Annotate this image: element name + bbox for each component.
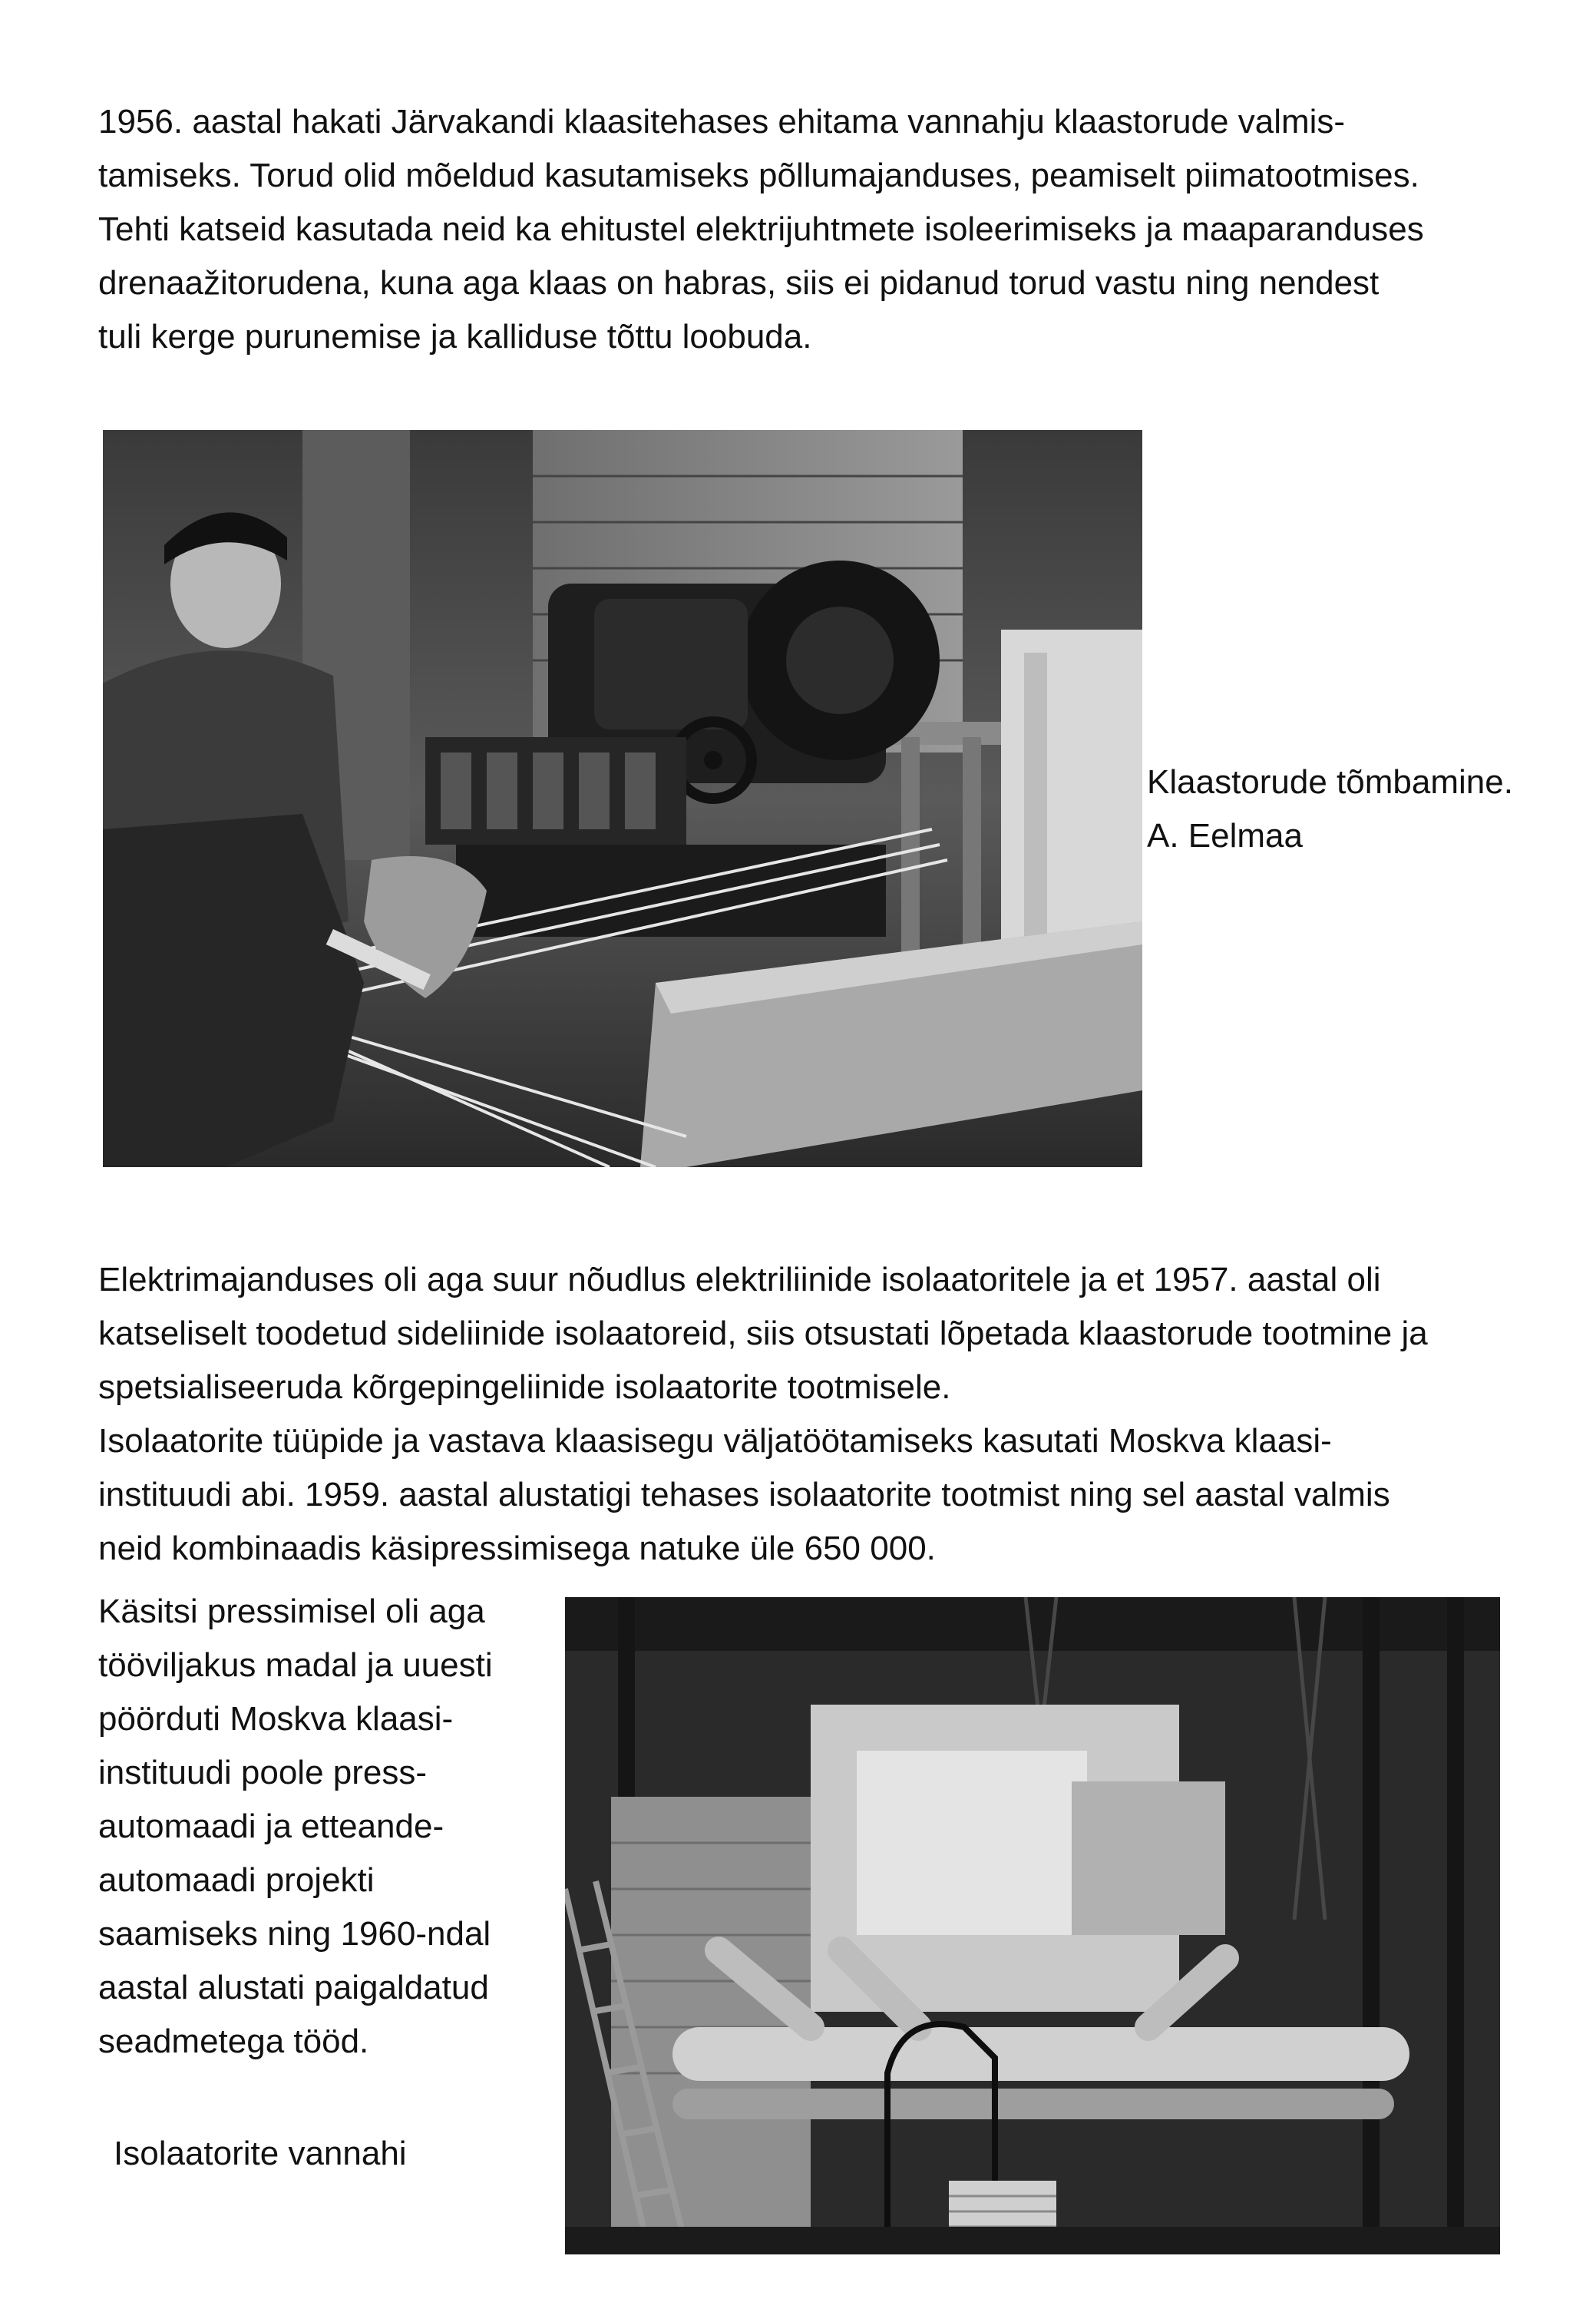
side-line: seadmetega tööd.	[98, 2023, 369, 2060]
photo-tube-drawing-image	[103, 430, 1142, 1167]
side-paragraph	[98, 1585, 493, 2069]
intro-line: 1956. aastal hakati Järvakandi klaasitehases ehitama vannahju klaastorude valmis-	[98, 103, 1346, 141]
photo-insulator-furnace-caption: Isolaatorite vannahi	[114, 2135, 407, 2172]
middle-line: Elektrimajanduses oli aga suur nõudlus elektriliinide isolaatoritele ja et 1957. aastal oli	[98, 1261, 1381, 1298]
intro-paragraph	[98, 95, 1424, 364]
middle-line: neid kombinaadis käsipressimisega natuke üle 650 000.	[98, 1530, 936, 1567]
intro-line: tuli kerge purunemise ja kalliduse tõttu loobuda.	[98, 318, 812, 356]
side-line: instituudi poole press-	[98, 1754, 428, 1791]
intro-line: Tehti katseid kasutada neid ka ehitustel elektrijuhtmete isoleerimiseks ja maaparanduses	[98, 210, 1424, 248]
photo-insulator-furnace-image	[565, 1597, 1500, 2254]
side-line: pöörduti Moskva klaasi-	[98, 1700, 454, 1738]
middle-line: katseliselt toodetud sideliinide isolaatoreid, siis otsustati lõpetada klaastorude tootmine ja	[98, 1315, 1428, 1352]
side-line: saamiseks ning 1960-ndal	[98, 1915, 491, 1953]
photo-insulator-furnace	[565, 1597, 1500, 2254]
side-line: tööviljakus madal ja uuesti	[98, 1646, 493, 1684]
middle-line: spetsialiseeruda kõrgepingeliinide isolaatorite tootmisele.	[98, 1368, 951, 1406]
photo-tube-drawing-caption	[1147, 756, 1513, 863]
middle-line: Isolaatorite tüüpide ja vastava klaasisegu väljatöötamiseks kasutati Moskva klaasi-	[98, 1422, 1332, 1460]
side-line: automaadi ja etteande-	[98, 1808, 444, 1845]
intro-line: tamiseks. Torud olid mõeldud kasutamiseks põllumajanduses, peamiselt piimatootmises.	[98, 157, 1419, 194]
photo-tube-drawing	[103, 430, 1142, 1167]
middle-paragraph	[98, 1253, 1428, 1576]
side-line: automaadi projekti	[98, 1861, 375, 1899]
caption-title: Klaastorude tõmbamine.	[1147, 763, 1513, 801]
caption-author: A. Eelmaa	[1147, 817, 1303, 855]
side-line: aastal alustati paigaldatud	[98, 1969, 489, 2006]
intro-line: drenaažitorudena, kuna aga klaas on habras, siis ei pidanud torud vastu ning nendest	[98, 264, 1380, 302]
side-line: Käsitsi pressimisel oli aga	[98, 1593, 485, 1630]
middle-line: instituudi abi. 1959. aastal alustatigi tehases isolaatorite tootmist ning sel aastal valmis	[98, 1476, 1390, 1513]
